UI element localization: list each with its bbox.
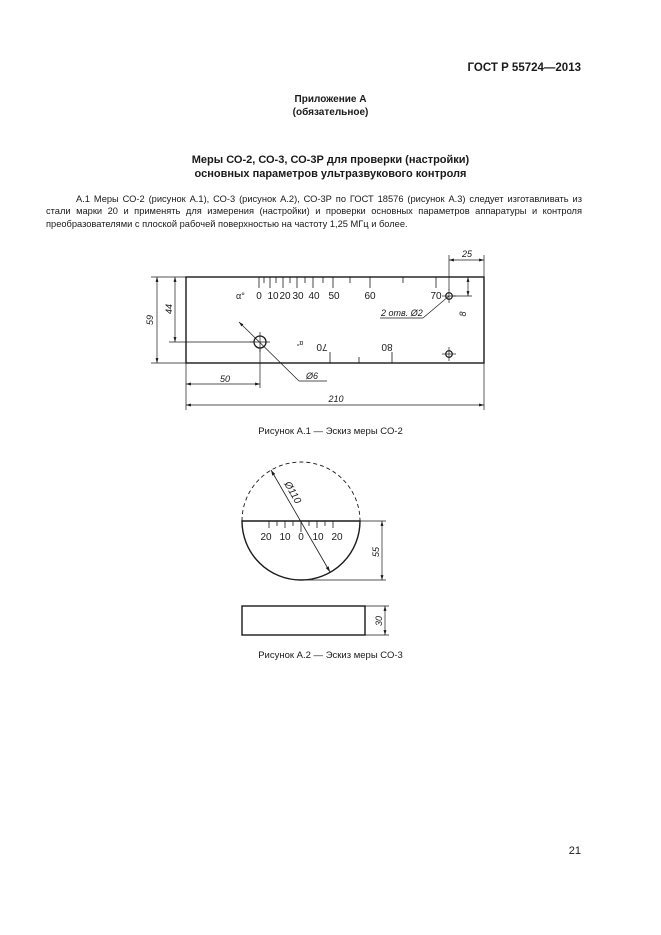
holes-label: 2 отв. Ø2 xyxy=(381,308,423,318)
co3-scale-10-right: 10 xyxy=(312,532,324,543)
scale-top-50: 50 xyxy=(328,291,340,302)
scale-top-40: 40 xyxy=(308,291,320,302)
scale-top-60: 60 xyxy=(364,291,376,302)
appendix-title: Приложение А xyxy=(294,94,367,105)
dim-59-label: 59 xyxy=(145,314,155,326)
scale-top-70: 70 xyxy=(430,291,442,302)
scale-bottom-70: 70 xyxy=(316,341,328,352)
alpha-label-bottom: α° xyxy=(296,339,304,346)
co3-side-view xyxy=(242,606,365,635)
dim-55-label: 55 xyxy=(371,546,381,558)
figure-a2-caption: Рисунок А.2 — Эскиз меры СО-3 xyxy=(258,650,403,661)
co3-scale-10-left: 10 xyxy=(279,532,291,543)
dim-30-label: 30 xyxy=(374,615,384,627)
section-title-line1: Меры СО-2, СО-3, СО-3Р для проверки (настройки) xyxy=(191,154,470,166)
co3-scale-0: 0 xyxy=(298,532,304,543)
figure-a1-caption: Рисунок А.1 — Эскиз меры СО-2 xyxy=(258,426,403,437)
co3-scale-20-left: 20 xyxy=(260,532,272,543)
co3-dashed-half xyxy=(242,462,360,521)
section-title-line2: основных параметров ультразвукового контроля xyxy=(194,168,467,180)
hole6-label: Ø6 xyxy=(306,371,319,381)
dim-44-label: 44 xyxy=(164,303,174,315)
paragraph-text: А.1 Меры СО-2 (рисунок А.1), СО-3 (рисунок А.2), СО-3Р по ГОСТ 18576 (рисунок А.3) следует изготавливать из стали марки 20 и применять для измерения (настройки) и проверки основных параметров аппаратуры и контроля преобразователями с плоской рабочей поверхностью на частоту 1,25 МГц и более. xyxy=(46,194,582,229)
page-number: 21 xyxy=(568,845,581,857)
scale-top-10: 10 xyxy=(267,291,279,302)
scale-top-30: 30 xyxy=(292,291,304,302)
appendix-status: (обязательное) xyxy=(292,107,369,118)
alpha-label-top: α° xyxy=(236,291,245,301)
co3-scale-20-right: 20 xyxy=(331,532,343,543)
scale-top-0: 0 xyxy=(256,291,262,302)
co3-scale-ticks xyxy=(269,521,333,532)
dim-25-label: 25 xyxy=(461,249,473,259)
diameter-label: Ø110 xyxy=(281,479,303,506)
scale-bottom-80: 80 xyxy=(381,341,393,352)
dim-50-label: 50 xyxy=(219,374,231,384)
dim-8-label: 8 xyxy=(458,311,468,317)
scale-top-20: 20 xyxy=(279,291,291,302)
standard-header: ГОСТ Р 55724—2013 xyxy=(467,62,581,74)
dim-210-label: 210 xyxy=(328,394,344,404)
